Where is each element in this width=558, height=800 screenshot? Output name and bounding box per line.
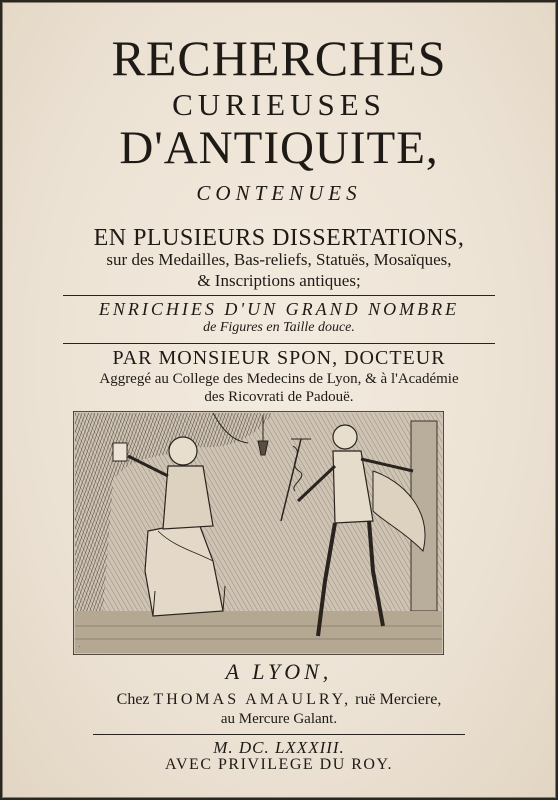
dissertations-line: EN PLUSIEURS DISSERTATIONS,: [93, 225, 465, 251]
contenues-heading: CONTENUES: [196, 181, 362, 205]
engraving-illustration: [73, 411, 444, 655]
title-line-3: D'ANTIQUITE,: [119, 122, 439, 174]
author-line-3: des Ricovrati de Padouë.: [204, 389, 354, 405]
imprint-city: A LYON,: [225, 659, 333, 684]
imprint-sign: au Mercure Galant.: [220, 711, 338, 727]
author-line-1: PAR MONSIEUR SPON, DOCTEUR: [112, 347, 446, 369]
author-line-2: Aggregé au College des Medecins de Lyon, & à l'Académie: [99, 371, 459, 387]
topics-line-1: sur des Medailles, Bas-reliefs, Statuës, Mosaïques,: [106, 250, 452, 269]
svg-text:.: .: [79, 643, 81, 649]
title-line-2: CURIEUSES: [172, 87, 386, 122]
divider-3: [93, 734, 465, 735]
enrichies-line-2: de Figures en Taille douce.: [203, 320, 355, 335]
title-page: [2, 2, 556, 798]
divider-2: [63, 343, 495, 344]
imprint-date: M. DC. LXXXIII.: [213, 738, 345, 757]
imprint-printer-line: [3, 691, 555, 709]
printer-suffix: ruë Merciere,: [351, 691, 442, 708]
topics-line-2: & Inscriptions antiques;: [197, 271, 361, 290]
printer-name: THOMAS AMAULRY,: [153, 691, 352, 708]
divider-1: [63, 295, 495, 296]
enrichies-line-1: ENRICHIES D'UN GRAND NOMBRE: [98, 299, 460, 319]
printer-prefix: Chez: [116, 691, 154, 708]
privilege-line: AVEC PRIVILEGE DU ROY.: [165, 756, 393, 773]
title-line-1: RECHERCHES: [111, 30, 447, 86]
